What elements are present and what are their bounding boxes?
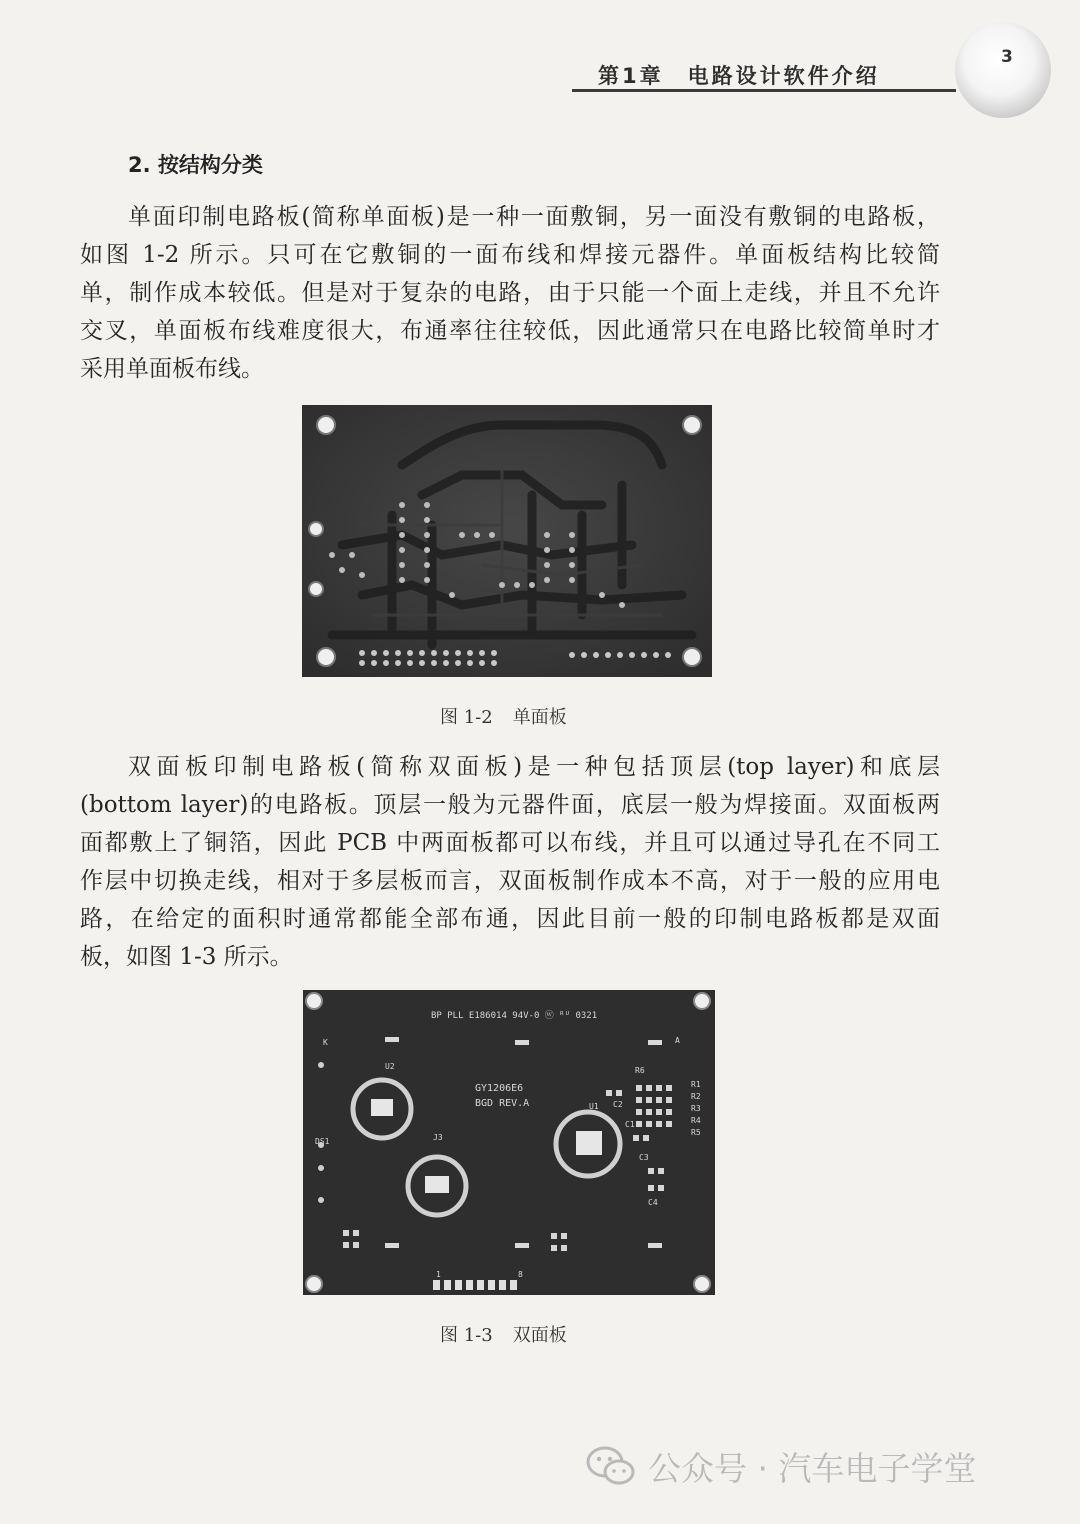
silkscreen-label: U1 (589, 1102, 599, 1111)
silkscreen-label: R6 (635, 1066, 645, 1075)
wechat-watermark (586, 1441, 976, 1491)
silkscreen-label: C2 (613, 1100, 623, 1109)
silkscreen-label: C1 (625, 1120, 635, 1129)
figure-caption-1-3 (440, 1321, 587, 1347)
paragraph-line: 作层中切换走线，相对于多层板而言，双面板制作成本不高，对于一般的应用电 (80, 868, 940, 894)
paragraph-line: 板，如图 1-3 所示。 (80, 944, 293, 970)
double-sided-pcb-photo (303, 990, 715, 1295)
silkscreen-label: A (675, 1036, 680, 1045)
silkscreen-label: DS1 (315, 1137, 330, 1146)
paragraph-line: (bottom layer)的电路板。顶层一般为元器件面，底层一般为焊接面。双面板两 (80, 792, 940, 818)
silkscreen-top-marking: BP PLL E186014 94V-0 ⓦ ᴿᵁ 0321 (431, 1011, 598, 1021)
paragraph-line: 交叉，单面板布线难度很大，布通率往往较低，因此通常只在电路比较简单时才 (80, 318, 940, 344)
single-sided-pcb-image (302, 405, 712, 677)
paragraph-single-sided (80, 198, 940, 388)
figure-caption-text: 单面板 (512, 707, 567, 728)
paragraph-line: 面都敷上了铜箔，因此 PCB 中两面板都可以布线，并且可以通过导孔在不同工 (80, 830, 940, 856)
double-sided-pcb-image (303, 990, 715, 1295)
paragraph-line: 采用单面板布线。 (80, 356, 264, 382)
silkscreen-label: R5 (691, 1128, 701, 1137)
silkscreen-label: C4 (648, 1198, 658, 1207)
figure-caption-text: 双面板 (512, 1325, 567, 1346)
paragraph-line: 路，在给定的面积时通常都能全部布通，因此目前一般的印制电路板都是双面 (80, 906, 940, 932)
chapter-title: 第1章 电路设计软件介绍 (598, 64, 880, 88)
paragraph-line: 单，制作成本较低。但是对于复杂的电路，由于只能一个面上走线，并且不允许 (80, 280, 940, 306)
watermark-text: 公众号 · 汽车电子学堂 (648, 1448, 977, 1488)
wechat-icon (586, 1445, 636, 1487)
single-sided-pcb-photo (302, 405, 712, 677)
figure-label: 图 1-2 (440, 707, 493, 728)
figure-label: 图 1-3 (440, 1325, 493, 1346)
silkscreen-label: R3 (691, 1104, 701, 1113)
header-rule (572, 89, 956, 92)
paragraph-line: 单面印制电路板(简称单面板)是一种一面敷铜，另一面没有敷铜的电路板， (128, 204, 940, 230)
silkscreen-label: K (323, 1038, 328, 1047)
silkscreen-label: R1 (691, 1080, 701, 1089)
silkscreen-label: R4 (691, 1116, 701, 1125)
silkscreen-label: U2 (385, 1062, 395, 1071)
silkscreen-label: C3 (639, 1153, 649, 1162)
figure-caption-1-2 (440, 703, 587, 729)
paragraph-line: 如图 1-2 所示。只可在它敷铜的一面布线和焊接元器件。单面板结构比较简 (80, 242, 940, 268)
silkscreen-revision: BGD REV.A (475, 1098, 530, 1109)
page-number: 3 (1001, 47, 1013, 67)
silkscreen-label: R2 (691, 1092, 701, 1101)
silkscreen-label: 1 (436, 1270, 441, 1279)
silkscreen-label: 8 (518, 1270, 523, 1279)
paragraph-line: 双面板印制电路板(简称双面板)是一种包括顶层(top layer)和底层 (128, 754, 940, 780)
paragraph-double-sided (80, 748, 940, 976)
page-number-badge (955, 22, 1051, 118)
silkscreen-label: J3 (433, 1133, 443, 1142)
silkscreen-part-number: GY1206E6 (475, 1083, 524, 1094)
section-heading: 2. 按结构分类 (128, 153, 263, 177)
